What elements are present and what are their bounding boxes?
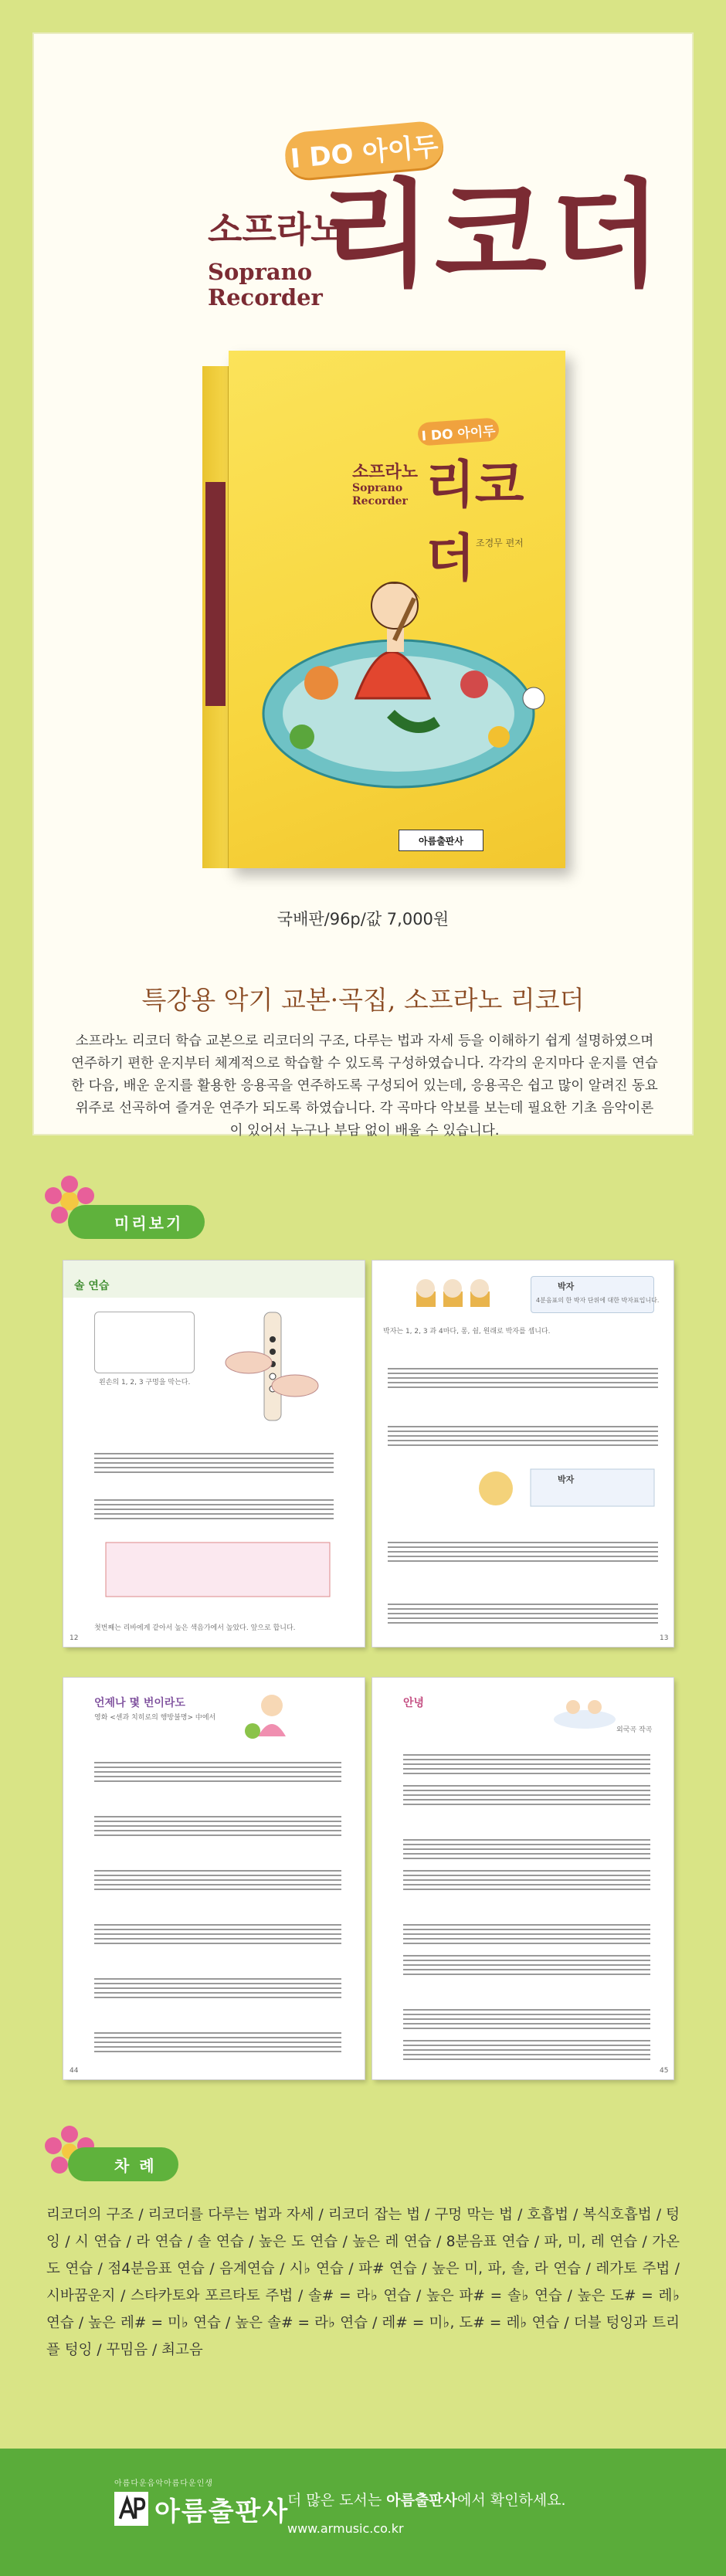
page2-box2-title: 박자: [558, 1475, 575, 1485]
footer: [0, 2449, 726, 2576]
preview-tag: 미리보기: [68, 1205, 205, 1239]
preview-page-2: [372, 1261, 673, 1647]
cover-title-small: 소프라노: [352, 463, 419, 482]
page1-title: 솔 연습: [74, 1280, 110, 1292]
page4-title: 안녕: [403, 1697, 425, 1709]
preview-page-3: [63, 1678, 365, 2079]
sheet-music: [63, 1407, 365, 1639]
sheet-music: [63, 1739, 365, 2079]
cover-title-big: 리코더: [426, 454, 524, 588]
preview-page-1: [63, 1261, 365, 1647]
page2-box1-title: 박자: [558, 1281, 575, 1291]
girl-illustration: [229, 351, 565, 868]
page3-subtitle: 영화 <센과 치히로의 행방불명> 中에서: [94, 1714, 216, 1722]
title-english: Soprano Recorder: [208, 259, 323, 311]
series-tag: I DO 아이두: [283, 120, 445, 180]
publisher-logo-icon: [114, 2492, 148, 2526]
website-link[interactable]: www.armusic.co.kr: [287, 2521, 404, 2536]
book-front: [229, 351, 565, 868]
cover-series-tag: I DO 아이두: [417, 417, 500, 446]
cover-author: 조경무 편저: [476, 538, 524, 548]
title-big: 리코더: [320, 167, 665, 303]
page1-number: 12: [70, 1634, 79, 1642]
description: 소프라노 리코더 학습 교본으로 리코더의 구조, 다루는 법과 자세 등을 이해하기 쉽게 설명하였으며 연주하기 편한 운지부터 체계적으로 학습할 수 있도록 구성하였습니다. 각각의 운지마다 운지를 연습한 다음, 배운 운지를 활용한 응용곡을 연주하도록 구성되어 있는데, 응용곡은 쉽고 많이 알려진 동요 위주로 선곡하여 즐겨운 연주가 되도록 하였습니다. 각 곡마다 악보를 보는데 필요한 기초 음악이론이 있어서 누구나 부담 없이 배울 수 있습니다.: [71, 1033, 658, 1139]
book-spine: [202, 366, 229, 868]
publisher-name: 아름출판사: [154, 2496, 290, 2527]
girl-recorder-illustration: [241, 1688, 303, 1743]
book-cover-image: [202, 351, 565, 868]
kids-on-cloud-illustration: [550, 1685, 619, 1732]
page3-title: 언제나 몇 번이라도: [94, 1697, 185, 1709]
page2-box1-text: 4분음표의 한 박자 단위에 대한 박자표입니다.: [536, 1297, 660, 1304]
page4-composer: 외국곡 작곡: [616, 1726, 653, 1734]
cover-publisher-logo: 아름출판사: [399, 830, 483, 851]
sheet-music: [372, 1338, 673, 1655]
page4-number: 45: [660, 2067, 669, 2075]
page1-caption: 왼손의 1, 2, 3 구멍을 막는다.: [99, 1379, 191, 1386]
hero-card: [32, 32, 694, 1139]
headline: 특강용 악기 교본·곡집, 소프라노 리코더: [141, 985, 585, 1015]
title-small: 소프라노: [208, 209, 345, 250]
page1-footnote: 첫번째는 리바에게 같아서 높은 색음가에서 높았다. 앞으로 합니다.: [94, 1624, 296, 1632]
logo-slogan: 아름다운음악아름다운인생: [114, 2479, 213, 2488]
cover-title-english: Soprano Recorder: [352, 482, 408, 507]
sheet-music: [372, 1739, 673, 2079]
cupcake-illustration: [412, 1274, 505, 1313]
page2-number: 13: [660, 1634, 669, 1642]
preview-page-4: [372, 1678, 673, 2079]
page3-number: 44: [70, 2067, 79, 2075]
price-line: 국배판/96p/값 7,000원: [276, 910, 450, 928]
page2-instruction: 박자는 1, 2, 3 과 4마다, 롱, 쉼, 원래로 박자를 셉니다.: [383, 1328, 551, 1336]
footer-message: 더 많은 도서는 아름출판사에서 확인하세요.: [287, 2492, 566, 2509]
toc-tag: 차 례: [68, 2147, 178, 2181]
toc-text: 리코더의 구조 / 리코더를 다루는 법과 자세 / 리코더 잡는 법 / 구멍 막는 법 / 호흡법 / 복식호흡법 / 텅잉 / 시 연습 / 라 연습 / 솔 연습 / 높은 도 연습 / 높은 레 연습 / 8분음표 연습 / 파, 미, 레 연습 / 가온 도 연습 / 점4분음표 연습 / 음계연습 / 시♭ 연습 / 파# 연습 / 높은 미, 파, 솔, 라 연습 / 레가토 주법 / 시바꿈운지 / 스타카토와 포르타토 주법 / 솔# = 라♭ 연습 / 높은 파# = 솔♭ 연습 / 높은 도# = 레♭ 연습 / 높은 레# = 미♭ 연습 / 높은 솔# = 라♭ 연습 / 레# = 미♭, 도# = 레♭ 연습 / 더블 텅잉과 트리플 텅잉 / 꾸밈음 / 최고음: [46, 2207, 680, 2358]
